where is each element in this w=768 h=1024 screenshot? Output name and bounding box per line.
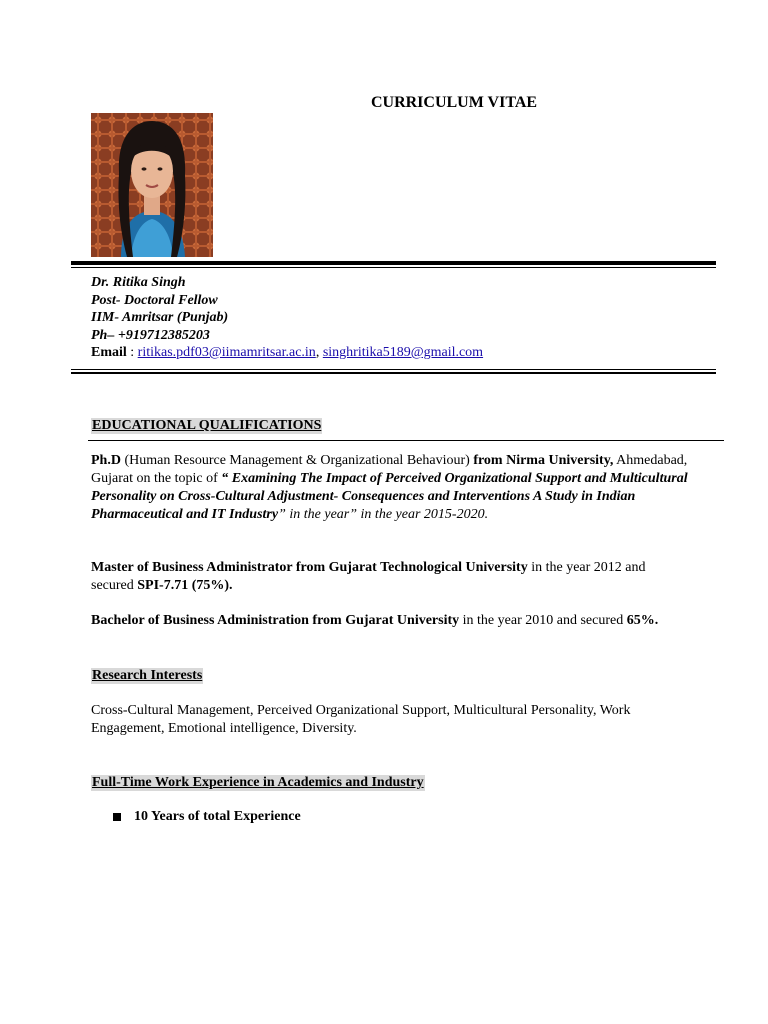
research-text: Cross-Cultural Management, Perceived Organizational Support, Multicultural Personality, Work Engagement, Emotional intelligence, Diversity. <box>91 703 631 736</box>
email-link-secondary[interactable]: singhritika5189@gmail.com <box>322 345 484 360</box>
bba-entry <box>91 612 691 630</box>
divider <box>88 440 724 441</box>
phd-topic: “ Examining The Impact of Perceived Organizational Support and Multicultural Personality on Cross-Cultural Adjustment- Consequences and Interventions A Study in Indian Pharmaceutical and IT Industry <box>91 471 688 522</box>
phd-place: Ahmedabad, Gujarat on the topic of <box>91 453 688 486</box>
candidate-institute: IIM- Amritsar (Punjab) <box>91 310 229 325</box>
email-line <box>91 344 483 362</box>
experience-heading-wrap <box>91 773 425 791</box>
bullet-square-icon <box>113 813 121 821</box>
document-title: CURRICULUM VITAE <box>370 94 538 111</box>
mba-year: in the year 2012 and secured <box>91 560 646 593</box>
experience-summary: 10 Years of total Experience <box>134 809 301 824</box>
education-heading-wrap <box>91 416 322 434</box>
profile-photo <box>91 113 213 257</box>
divider <box>71 369 716 370</box>
contact-block <box>91 274 483 362</box>
phd-year: ” in the year” in the year 2015-2020. <box>278 507 489 522</box>
education-heading: EDUCATIONAL QUALIFICATIONS <box>92 418 322 433</box>
candidate-position: Post- Doctoral Fellow <box>91 292 218 308</box>
phd-degree: Ph.D <box>91 453 121 468</box>
email-comma: , <box>315 345 323 360</box>
experience-bullet <box>113 809 301 825</box>
divider <box>71 372 716 374</box>
email-label: Email <box>91 345 127 360</box>
bba-degree: Bachelor of Business Administration from Gujarat University <box>91 613 460 628</box>
phd-university: from Nirma University, <box>473 453 614 468</box>
candidate-phone: Ph– +919712385203 <box>91 327 210 343</box>
research-heading: Research Interests <box>92 668 203 683</box>
mba-entry <box>91 559 691 595</box>
email-separator: : <box>126 345 138 360</box>
candidate-name: Dr. Ritika Singh <box>91 275 186 290</box>
divider <box>71 261 716 265</box>
email-link-primary[interactable]: ritikas.pdf03@iimamritsar.ac.in <box>137 345 316 360</box>
phd-field: (Human Resource Management & Organizational Behaviour) <box>120 453 474 468</box>
bba-score: 65%. <box>626 613 659 628</box>
divider <box>71 267 716 268</box>
phd-entry <box>91 452 691 524</box>
research-heading-wrap <box>91 666 203 684</box>
experience-heading: Full-Time Work Experience in Academics and Industry <box>92 775 424 790</box>
bba-year: in the year 2010 and secured <box>459 613 627 628</box>
mba-degree: Master of Business Administrator from Gujarat Technological University <box>91 560 528 575</box>
mba-score: SPI-7.71 (75%). <box>137 578 233 593</box>
